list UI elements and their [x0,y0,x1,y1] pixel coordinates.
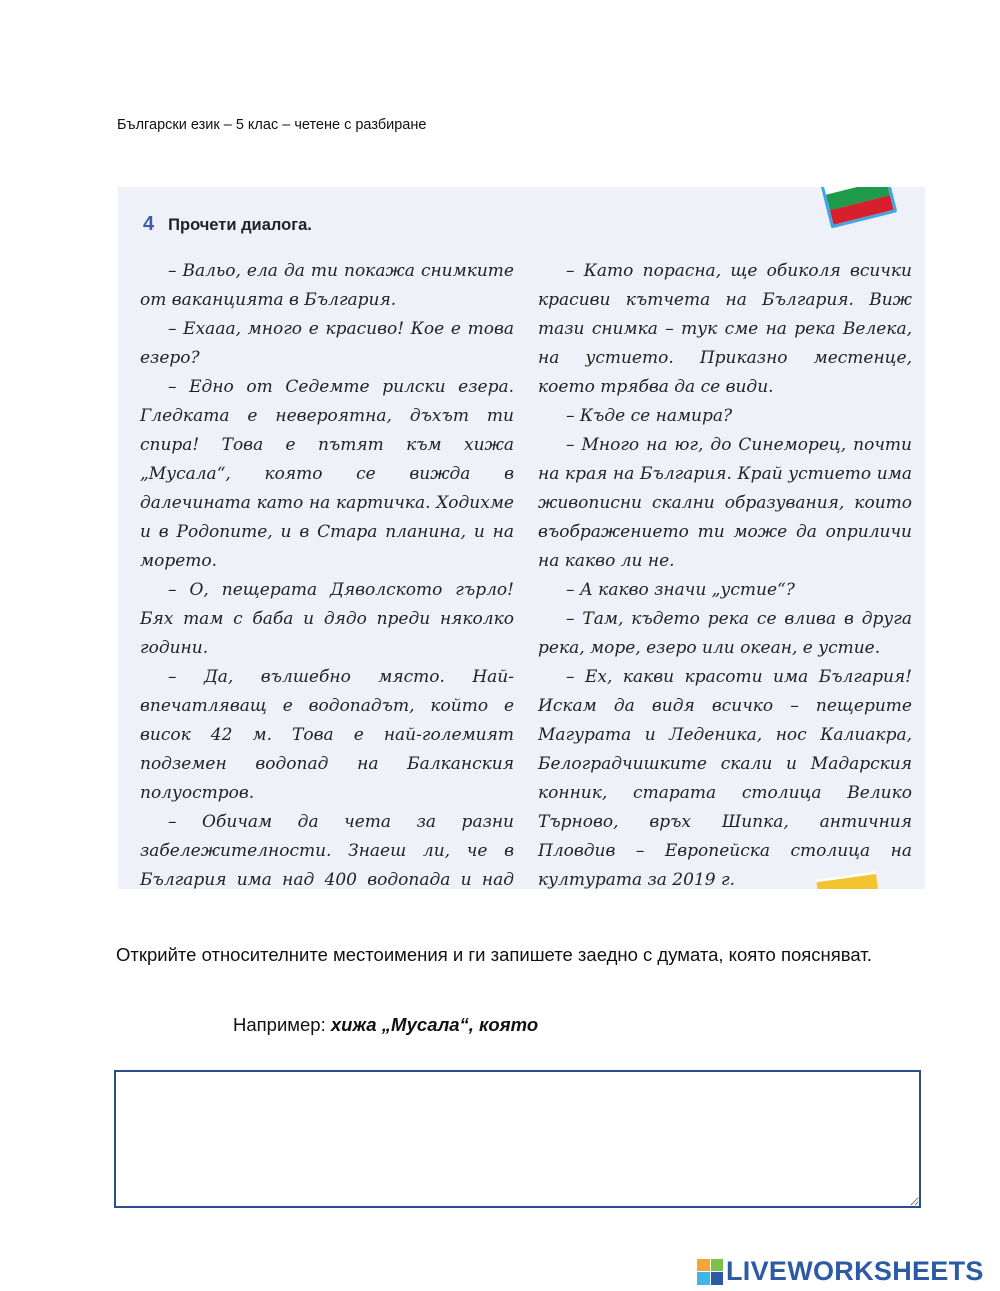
dialog-left-column [140,257,514,889]
dialog-line: – О, пещерата Дяволското гърло! Бях там с баба и дядо преди няколко години. [140,580,514,658]
liveworksheets-icon [697,1259,723,1285]
brand-name: LIVEWORKSHEETS [726,1256,984,1286]
bulgarian-flag-decoration [819,187,898,228]
instruction-text: Открийте относителните местоимения и ги запишете заедно с думата, която поясняват. [116,944,872,965]
dialog-line: – Обичам да чета за разни забележителности. Знаеш ли, че в България има над 400 водопада и над [140,812,514,889]
logo-square-icon [697,1259,710,1272]
logo-square-icon [697,1272,710,1285]
dialog-line: – Едно от Седемте рилски езера. Гледката е невероятна, дъхът ти спира! Това е пътят към хижа „Мусала“, която се вижда в далечината като на картичка. Ходихме и в Родопите, и в Стара планина, и на морето. [140,377,514,571]
task-title: Прочети диалога. [168,216,312,234]
example-line [233,1014,538,1036]
dialog-line: – Като порасна, ще обиколя всички красиви кътчета на България. Виж тази снимка – тук сме на река Велека, на устието. Приказно местенце, което трябва да се види. [538,261,912,397]
dialog-right-column [538,257,912,889]
dialog-line: – Много на юг, до Синеморец, почти на края на България. Край устието има живописни скални образувания, които въображението ти може да оприличи на какво ли не. [538,435,912,571]
example-label: Например: [233,1014,326,1035]
liveworksheets-logo[interactable] [697,1256,984,1287]
logo-square-icon [711,1259,724,1272]
dialog-line: – Там, където река се влива в друга река, море, езеро или океан, е устие. [538,609,912,658]
dialog-line: – Къде се намира? [566,406,733,426]
task-number: 4 [143,213,155,235]
dialog-line: – А какво значи „устие“? [566,580,795,600]
dialog-line: – Ехааа, много е красиво! Кое е това езеро? [140,319,514,368]
logo-square-icon [711,1272,724,1285]
dialog-line: – Ех, какви красоти има България! Искам да видя всичко – пещерите Магурата и Леденика, нос Калиакра, Белоградчишките скали и Мадарския конник, старата столица Велико Търново, връх Шипка, античния Пловдив – Европейска столица на културата за 2019 г. [538,667,912,889]
document-header: Български език – 5 клас – четене с разбиране [117,117,427,133]
dialog-line: – Да, вълшебно място. Най-впечатляващ е водопадът, който е висок 42 м. Това е най-големият подземен водопад на Балканския полуостров. [140,667,514,803]
dialog-line: – Вальо, ела да ти покажа снимките от ваканцията в България. [140,261,514,310]
example-value: хижа „Мусала“, която [330,1014,539,1035]
answer-input[interactable] [114,1070,921,1208]
textbook-excerpt [118,187,925,889]
task-heading [143,213,312,236]
